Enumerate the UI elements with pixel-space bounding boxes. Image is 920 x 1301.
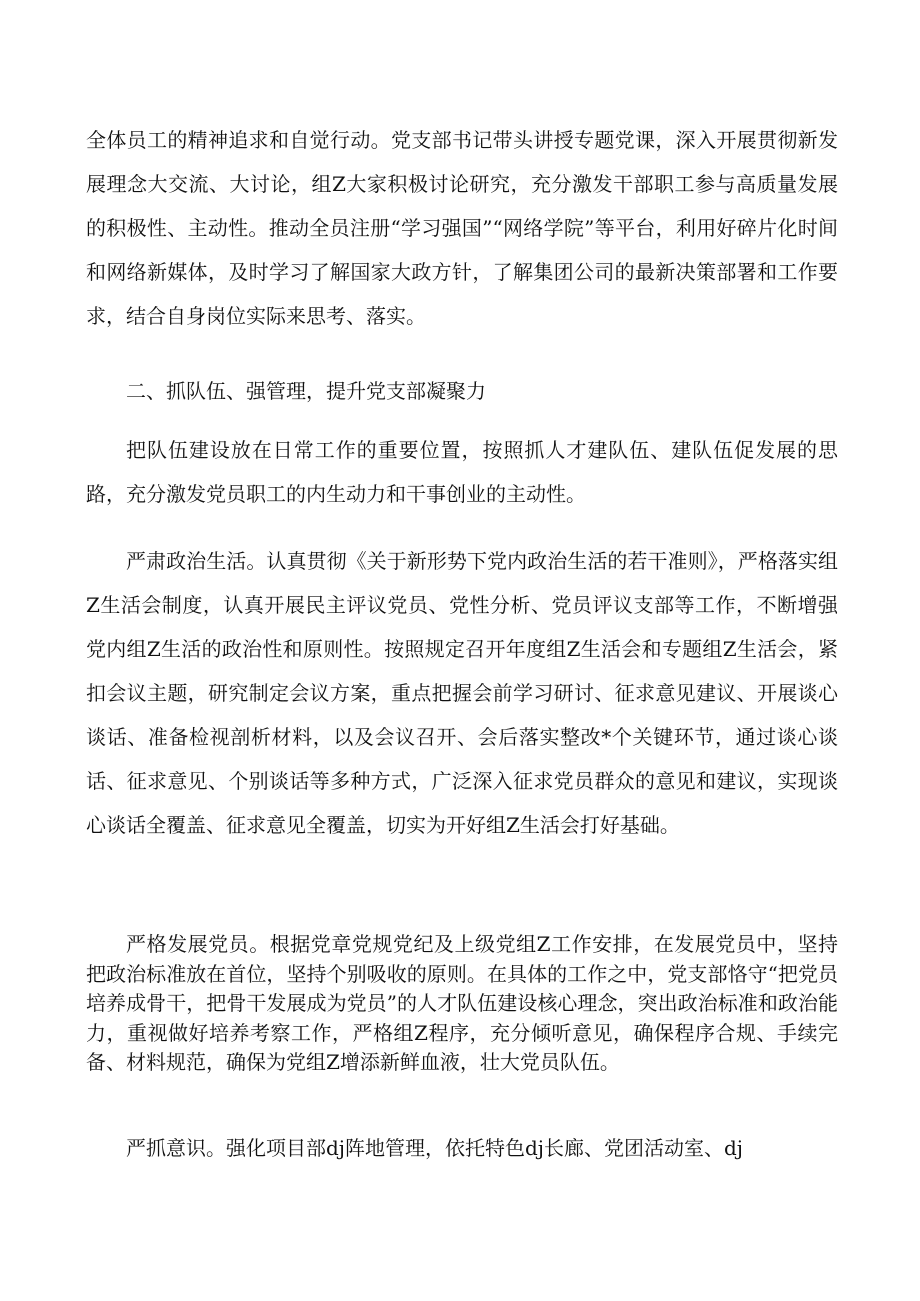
body-paragraph-member-development: 严格发展党员。根据党章党规党纪及上级党组Z工作安排，在发展党员中，坚持把政治标准放在首位，坚持个别吸收的原则。在具体的工作之中，党支部恪守“把党员培养成骨干，把骨干发展成为党员”的人才队伍建设核心理念，突出政治标准和政治能力，重视做好培养考察工作，严格组Z程序，充分倾听意见，确保程序合规、手续完备、材料规范，确保为党组Z增添新鲜血液，壮大党员队伍。 — [86, 932, 838, 1074]
section-heading: 二、抓队伍、强管理，提升党支部凝聚力 — [126, 379, 486, 403]
body-paragraph-team-building: 把队伍建设放在日常工作的重要位置，按照抓人才建队伍、建队伍促发展的思路，充分激发党员职工的内生动力和干事创业的主动性。 — [86, 438, 838, 506]
body-paragraph-political-life: 严肃政治生活。认真贯彻《关于新形势下党内政治生活的若干准则》，严格落实组Z生活会制度，认真开展民主评议党员、党性分析、党员评议支部等工作，不断增强党内组Z生活的政治性和原则性。按照规定召开年度组Z生活会和专题组Z生活会，紧扣会议主题，研究制定会议方案，重点把握会前学习研讨、征求意见建议、开展谈心谈话、准备检视剖析材料，以及会议召开、会后落实整改*个关键环节，通过谈心谈话、征求意见、个别谈话等多种方式，广泛深入征求党员群众的意见和建议，实现谈心谈话全覆盖、征求意见全覆盖，切实为开好组Z生活会打好基础。 — [86, 549, 838, 837]
body-paragraph-awareness: 严抓意识。强化项目部dj阵地管理，依托特色dj长廊、党团活动室、dj — [126, 1136, 744, 1160]
body-paragraph-continued: 全体员工的精神追求和自觉行动。党支部书记带头讲授专题党课，深入开展贯彻新发展理念大交流、大讨论，组Z大家积极讨论研究，充分激发干部职工参与高质量发展的积极性、主动性。推动全员注册“学习强国”“网络学院”等平台，利用好碎片化时间和网络新媒体，及时学习了解国家大政方针，了解集团公司的最新决策部署和工作要求，结合自身岗位实际来思考、落实。 — [86, 128, 838, 328]
